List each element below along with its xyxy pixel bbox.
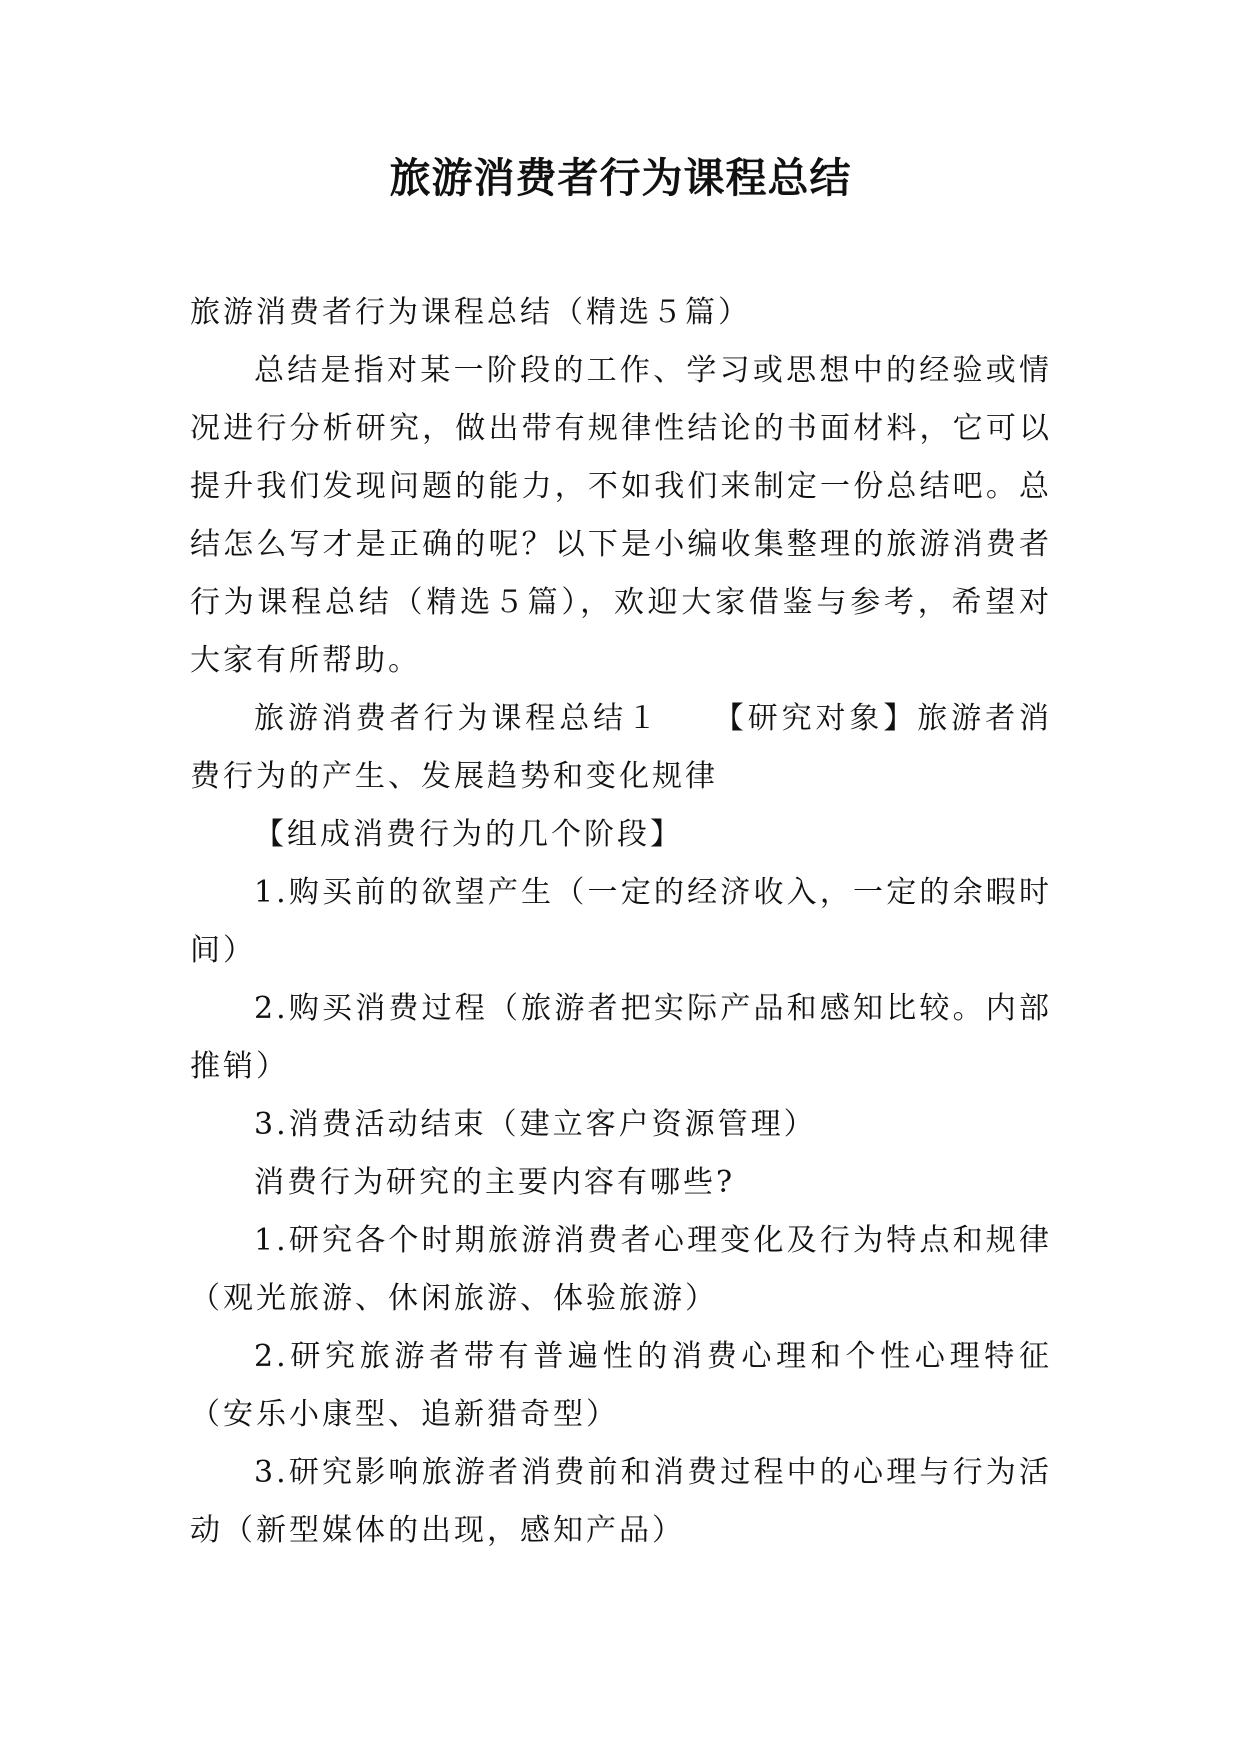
paragraph-summary-1-heading: 旅游消费者行为课程总结１ 【研究对象】旅游者消费行为的产生、发展趋势和变化规律 (190, 701, 1052, 794)
paragraph-content-1: 1.研究各个时期旅游消费者心理变化及行为特点和规律（观光旅游、休闲旅游、体验旅游） (190, 1223, 1052, 1316)
paragraph-stage-3: 3.消费活动结束（建立客户资源管理） (254, 1107, 817, 1142)
paragraph-subtitle: 旅游消费者行为课程总结（精选５篇） (190, 295, 751, 330)
document-body (190, 284, 1052, 1560)
paragraph-intro: 总结是指对某一阶段的工作、学习或思想中的经验或情况进行分析研究，做出带有规律性结论的书面材料，它可以提升我们发现问题的能力，不如我们来制定一份总结吧。总结怎么写才是正确的呢？以下是小编收集整理的旅游消费者行为课程总结（精选５篇），欢迎大家借鉴与参考，希望对大家有所帮助。 (190, 353, 1052, 678)
paragraph-question: 消费行为研究的主要内容有哪些? (254, 1165, 736, 1200)
paragraph-stages-heading: 【组成消费行为的几个阶段】 (254, 817, 683, 852)
paragraph-content-3: 3.研究影响旅游者消费前和消费过程中的心理与行为活动（新型媒体的出现，感知产品） (190, 1455, 1052, 1548)
paragraph-content-2: 2.研究旅游者带有普遍性的消费心理和个性心理特征（安乐小康型、追新猎奇型） (190, 1339, 1052, 1432)
document-title: 旅游消费者行为课程总结 (389, 154, 852, 202)
paragraph-stage-1: 1.购买前的欲望产生（一定的经济收入，一定的余暇时间） (190, 875, 1052, 968)
paragraph-stage-2: 2.购买消费过程（旅游者把实际产品和感知比较。内部推销） (190, 991, 1052, 1084)
